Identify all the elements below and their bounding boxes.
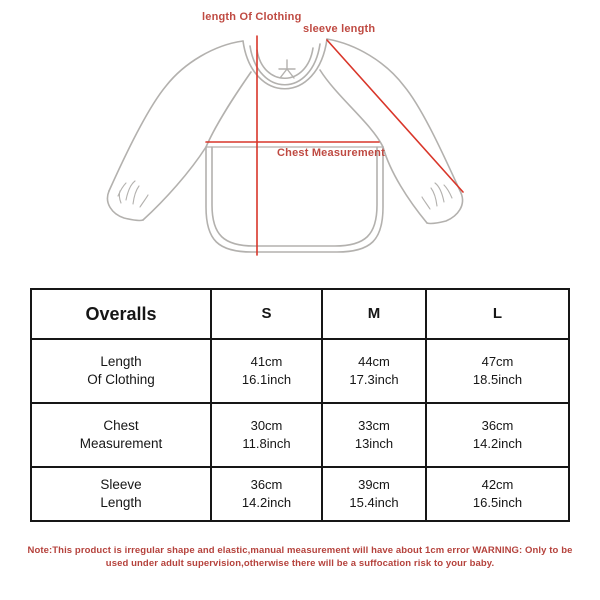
measurement-lines [206, 36, 463, 255]
chest-size-s: 30cm 11.8inch [211, 403, 322, 467]
size-table [30, 288, 570, 522]
sleeve-size-m: 39cm 15.4inch [322, 467, 426, 521]
table-row-chest [31, 403, 569, 467]
row-label-chest: Chest Measurement [31, 403, 211, 467]
length-of-clothing-label: length Of Clothing [202, 11, 302, 23]
chest-measurement-label: Chest Measurement [277, 147, 385, 159]
sleeve-measurement-line [327, 40, 463, 192]
left-sleeve-inner [143, 147, 206, 220]
table-row-length [31, 339, 569, 403]
length-size-l: 47cm 18.5inch [426, 339, 569, 403]
neck-tag-icon [279, 60, 295, 78]
length-size-s: 41cm 16.1inch [211, 339, 322, 403]
header-size-m: M [322, 289, 426, 339]
sleeve-length-label: sleeve length [303, 23, 376, 35]
left-cuff-wrinkles [118, 181, 148, 207]
warning-note: Note:This product is irregular shape and elastic,manual measurement will have about 1cm error WARNING: Only to be used under adult supervision,otherwise there will be a suffocation risk to your baby. [27, 545, 573, 569]
table-row-sleeve [31, 467, 569, 521]
garment-diagram [0, 0, 600, 285]
table-header-row [31, 289, 569, 339]
chest-size-l: 36cm 14.2inch [426, 403, 569, 467]
right-cuff-edge [427, 193, 463, 223]
right-raglan-seam [320, 70, 383, 147]
sleeve-size-l: 42cm 16.5inch [426, 467, 569, 521]
length-size-m: 44cm 17.3inch [322, 339, 426, 403]
collar-inner-arc [257, 48, 313, 78]
garment-outline [107, 39, 462, 252]
right-cuff-wrinkles [422, 183, 452, 209]
right-sleeve-inner [383, 147, 427, 223]
left-cuff-edge [107, 191, 143, 220]
row-label-sleeve: Sleeve Length [31, 467, 211, 521]
left-raglan-seam [206, 72, 251, 147]
chest-size-m: 33cm 13inch [322, 403, 426, 467]
header-size-s: S [211, 289, 322, 339]
garment-drawing [0, 0, 600, 285]
header-size-l: L [426, 289, 569, 339]
pocket-inner [212, 147, 377, 246]
row-label-length: Length Of Clothing [31, 339, 211, 403]
sleeve-size-s: 36cm 14.2inch [211, 467, 322, 521]
header-overalls: Overalls [31, 289, 211, 339]
pocket-outer [206, 147, 383, 252]
